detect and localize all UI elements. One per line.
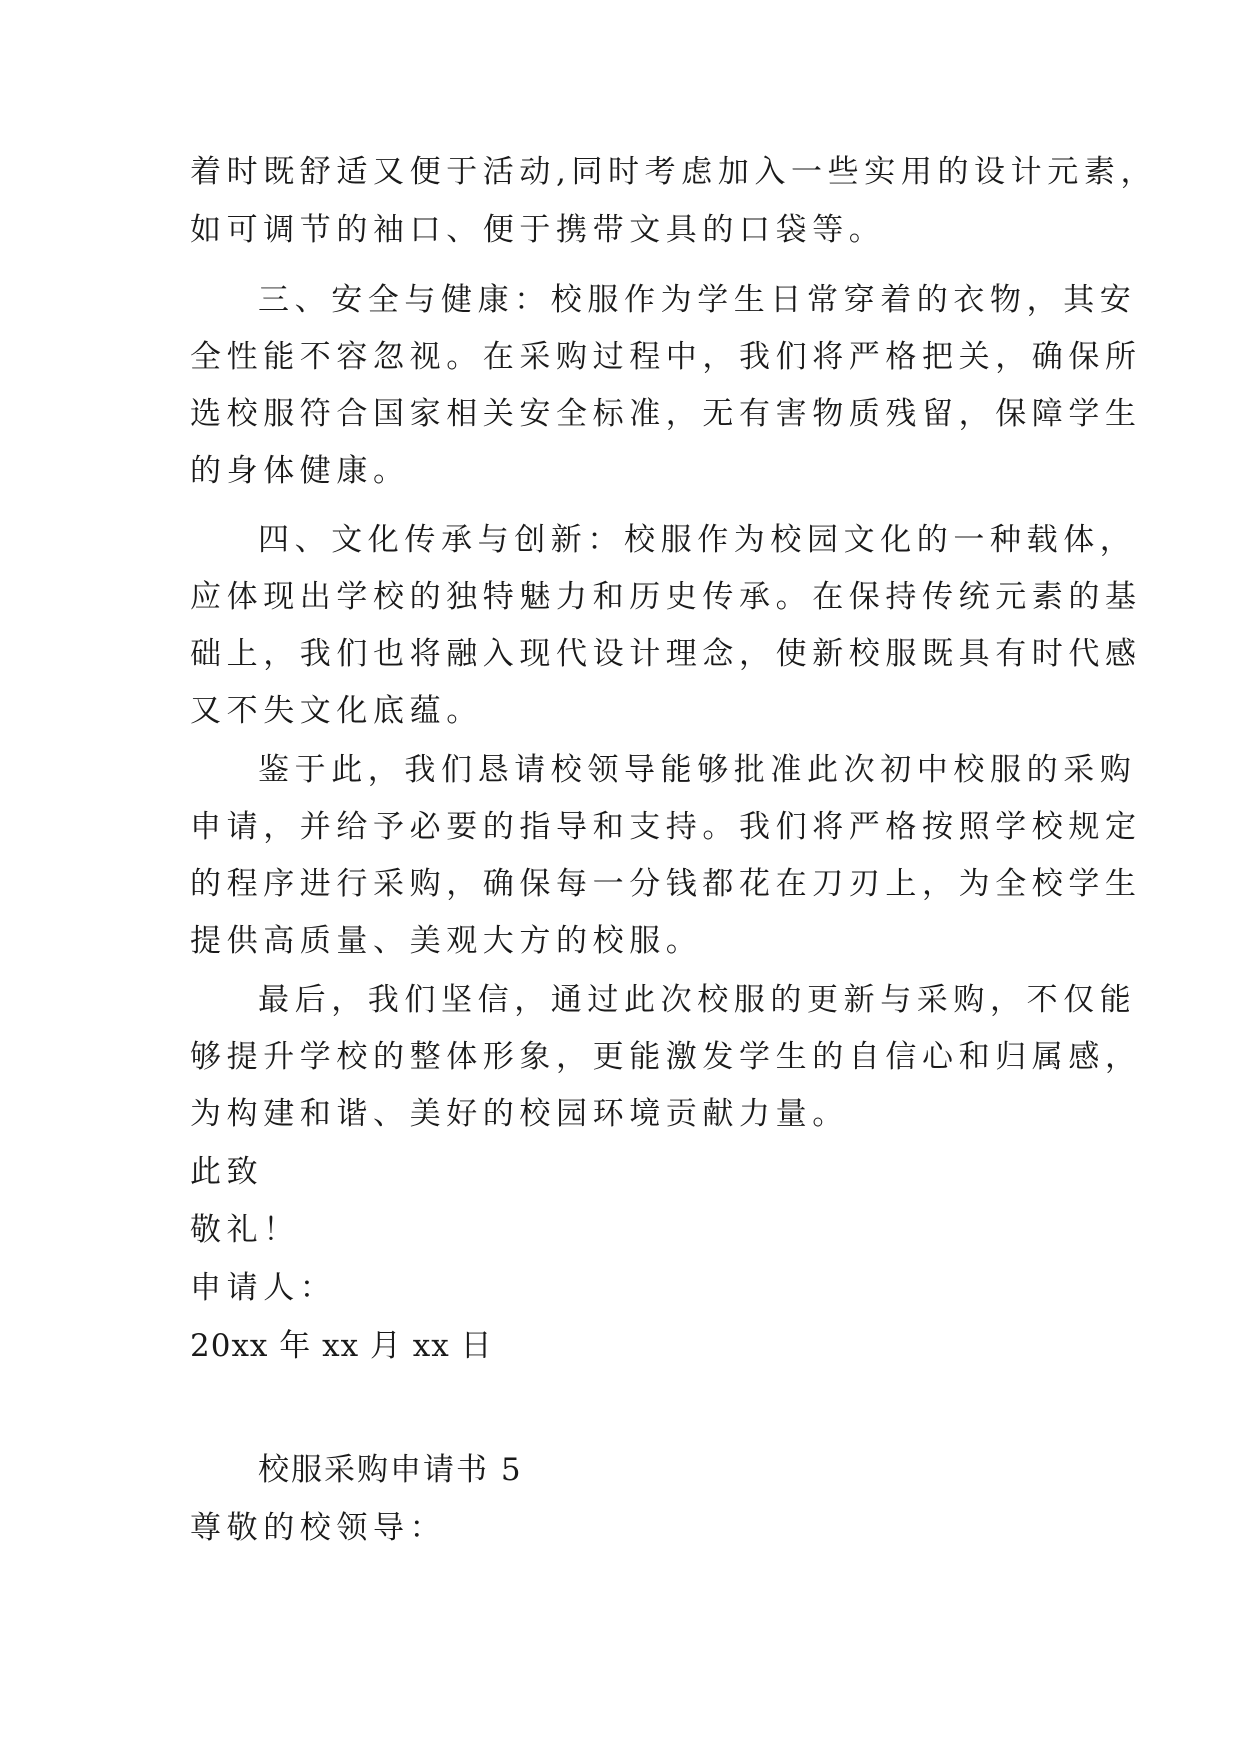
text-line: 够提升学校的整体形象，更能激发学生的自信心和归属感， xyxy=(190,1039,1142,1075)
text-line: 应体现出学校的独特魅力和历史传承。在保持传统元素的基 xyxy=(190,579,1142,615)
text-line: 选校服符合国家相关安全标准，无有害物质残留，保障学生 xyxy=(190,396,1142,432)
text-line: 申请，并给予必要的指导和支持。我们将严格按照学校规定 xyxy=(190,809,1142,845)
date-line: 20xx 年 xx 月 xx 日 xyxy=(190,1328,493,1364)
text-line: 础上，我们也将融入现代设计理念，使新校服既具有时代感 xyxy=(190,636,1142,672)
section-heading-safety: 三、安全与健康：校服作为学生日常穿着的衣物，其安 xyxy=(258,282,1137,318)
section-heading-culture: 四、文化传承与创新：校服作为校园文化的一种载体， xyxy=(258,522,1137,558)
text-line: 鉴于此，我们恳请校领导能够批准此次初中校服的采购 xyxy=(258,752,1137,788)
text-line: 为构建和谐、美好的校园环境贡献力量。 xyxy=(190,1096,849,1132)
text-line: 着时既舒适又便于活动,同时考虑加入一些实用的设计元素， xyxy=(190,154,1158,190)
text-line: 提供高质量、美观大方的校服。 xyxy=(190,923,703,959)
text-line: 的身体健康。 xyxy=(190,453,410,489)
salutation: 尊敬的校领导： xyxy=(190,1510,447,1546)
text-line: 又不失文化底蕴。 xyxy=(190,693,483,729)
text-line: 最后，我们坚信，通过此次校服的更新与采购，不仅能 xyxy=(258,982,1137,1018)
applicant-label: 申请人： xyxy=(190,1270,337,1306)
text-line: 如可调节的袖口、便于携带文具的口袋等。 xyxy=(190,212,886,248)
text-line: 全性能不容忽视。在采购过程中，我们将严格把关，确保所 xyxy=(190,339,1142,375)
closing-jing-li: 敬礼！ xyxy=(190,1212,300,1248)
next-document-title: 校服采购申请书 5 xyxy=(258,1452,523,1488)
closing-ci-zhi: 此致 xyxy=(190,1154,264,1190)
text-line: 的程序进行采购，确保每一分钱都花在刀刃上，为全校学生 xyxy=(190,866,1142,902)
